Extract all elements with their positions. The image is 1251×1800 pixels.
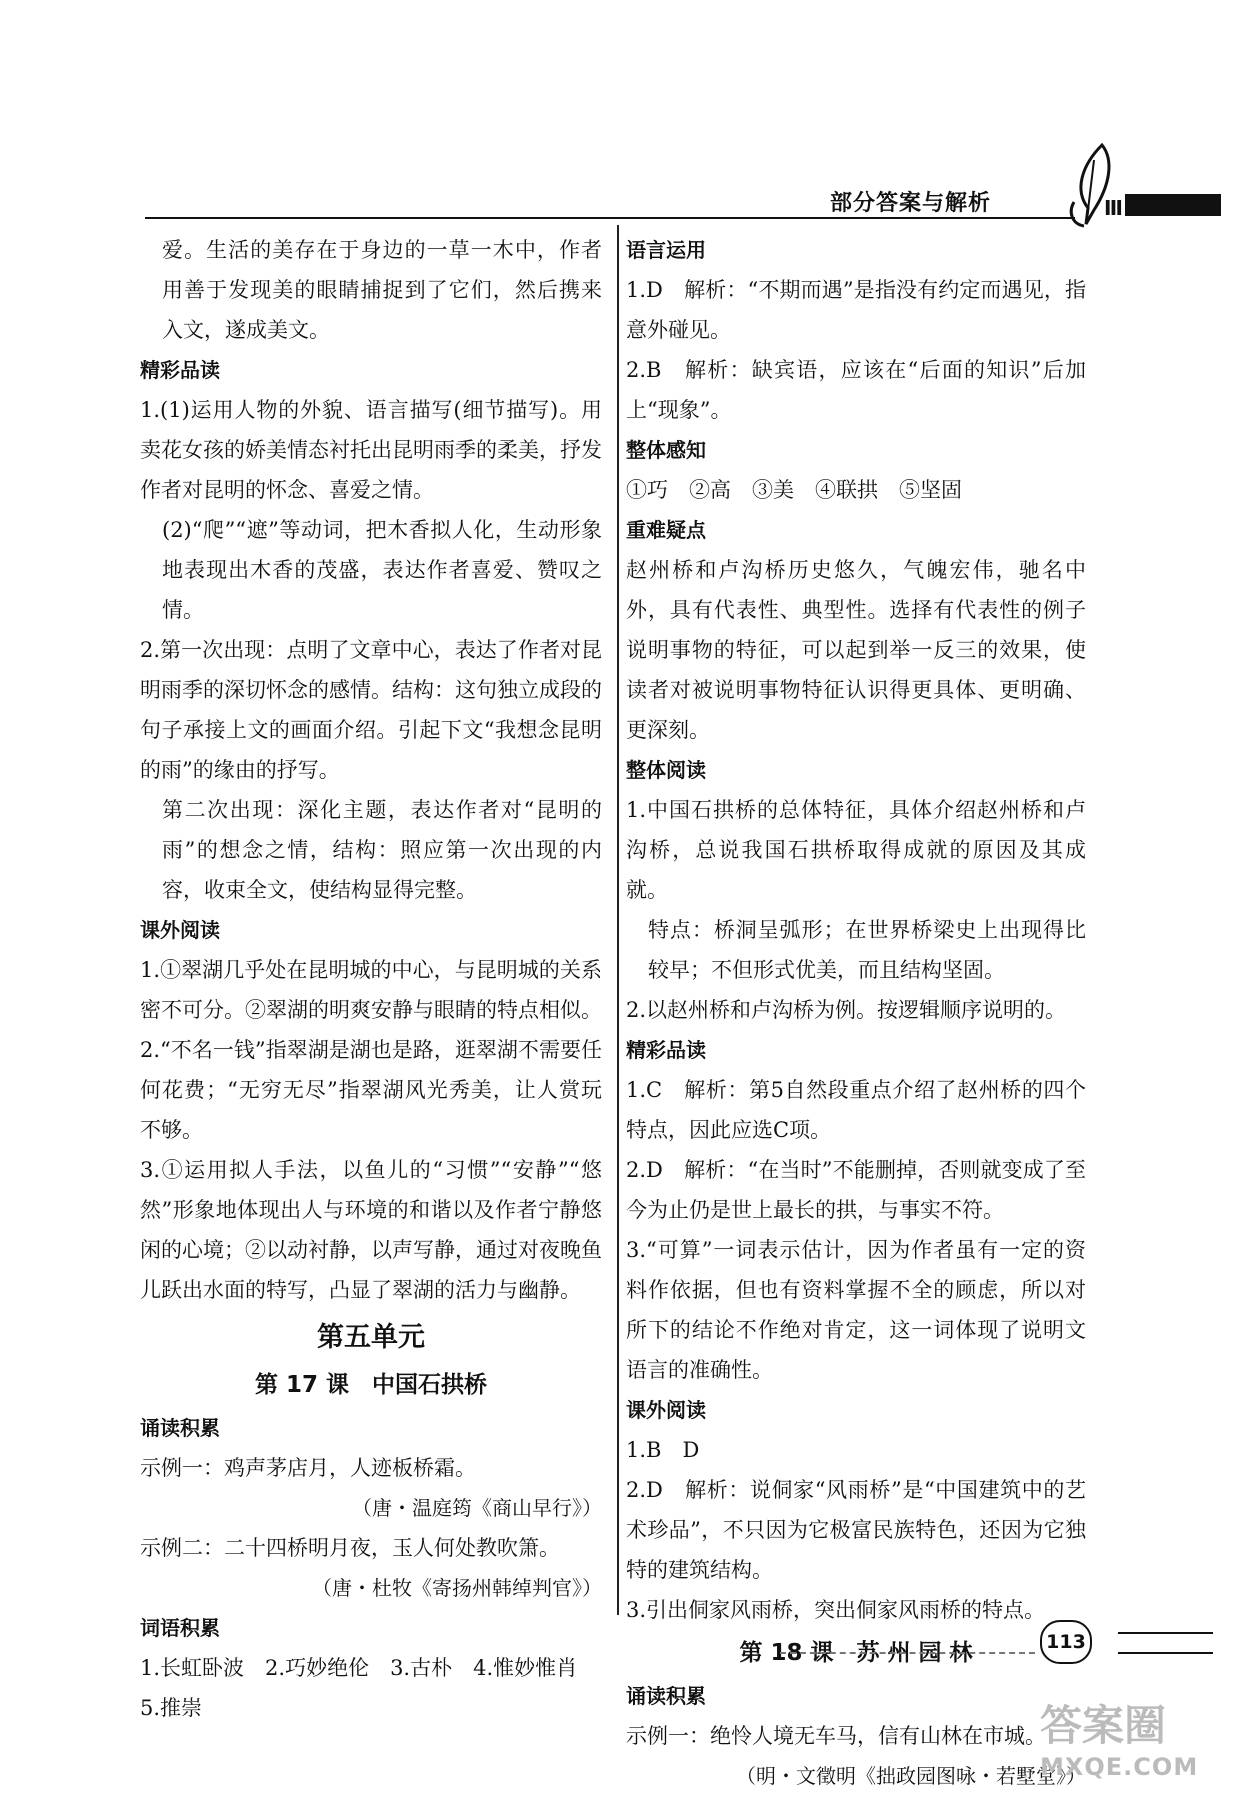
left-column <box>140 230 602 1728</box>
section-heading: 语言运用 <box>626 238 706 262</box>
answer-item: 1.B D <box>626 1438 700 1462</box>
section-heading: 整体感知 <box>626 438 706 462</box>
lesson-title: 第 17 课 中国石拱桥 <box>254 1372 488 1398</box>
example-text: 示例一：鸡声茅店月，人迹板桥霜。 <box>140 1456 476 1480</box>
header-bar <box>1125 194 1221 216</box>
unit-title: 第五单元 <box>317 1322 425 1353</box>
word-list: 1.长虹卧波 2.巧妙绝伦 3.古朴 4.惟妙惟肖 <box>140 1656 578 1680</box>
answer-item: 特点：桥洞呈弧形；在世界桥梁史上出现得比较早；不但形式优美，而且结构坚固。 <box>648 918 1086 982</box>
example-text: 示例二：二十四桥明月夜，玉人何处教吹箫。 <box>140 1536 560 1560</box>
answer-item: 1.D 解析：“不期而遇”是指没有约定而遇见，指意外碰见。 <box>626 278 1086 342</box>
example-source: （明・文徵明《拙政园图咏・若墅堂》） <box>736 1764 1086 1788</box>
answer-item: 3.①运用拟人手法，以鱼儿的“习惯”“安静”“悠然”形象地体现出人与环境的和谐以及作者宁静悠闲的心境；②以动衬静，以声写静，通过对夜晚鱼儿跃出水面的特写，凸显了翠湖的活力与幽静。 <box>140 1158 602 1302</box>
header-title: 部分答案与解析 <box>830 191 992 216</box>
section-heading: 精彩品读 <box>140 358 220 382</box>
answer-item: 2.D 解析：说侗家“风雨桥”是“中国建筑中的艺术珍品”，不只因为它极富民族特色，还因为它独特的建筑结构。 <box>626 1478 1086 1582</box>
section-heading: 整体阅读 <box>626 758 706 782</box>
answer-item: 1.(1)运用人物的外貌、语言描写(细节描写)。用卖花女孩的娇美情态衬托出昆明雨季的柔美，抒发作者对昆明的怀念、喜爱之情。 <box>140 398 602 502</box>
section-heading: 词语积累 <box>140 1616 220 1640</box>
answer-item: 2.第一次出现：点明了文章中心，表达了作者对昆明雨季的深切怀念的感情。结构：这句独立成段的句子承接上文的画面介绍。引起下文“我想念昆明的雨”的缘由的抒写。 <box>140 638 602 782</box>
right-column <box>626 230 1086 1796</box>
section-heading: 重难疑点 <box>626 518 706 542</box>
section-heading: 诵读积累 <box>626 1684 706 1708</box>
section-heading: 课外阅读 <box>140 918 220 942</box>
watermark-url: MXQE.COM <box>1040 1753 1199 1781</box>
lesson-title: 第 18 课 苏 州 园 林 <box>739 1640 973 1666</box>
page-number: 113 <box>1040 1620 1092 1664</box>
section-heading: 课外阅读 <box>626 1398 706 1422</box>
answer-item: 3.引出侗家风雨桥，突出侗家风雨桥的特点。 <box>626 1598 1046 1622</box>
column-divider <box>617 225 619 1615</box>
answer-item: 第二次出现：深化主题，表达作者对“昆明的雨”的想念之情，结构：照应第一次出现的内容，收束全文，使结构显得完整。 <box>162 798 602 902</box>
answer-item: 2.D 解析：“在当时”不能删掉，否则就变成了至今为止仍是世上最长的拱，与事实不符。 <box>626 1158 1086 1222</box>
answer-item: 2.B 解析：缺宾语，应该在“后面的知识”后加上“现象”。 <box>626 358 1086 422</box>
section-heading: 诵读积累 <box>140 1416 220 1440</box>
word-list: 5.推崇 <box>140 1696 203 1720</box>
answer-item: 2.以赵州桥和卢沟桥为例。按逻辑顺序说明的。 <box>626 998 1067 1022</box>
footer-rule <box>1118 1632 1213 1654</box>
answer-item: 1.①翠湖几乎处在昆明城的中心，与昆明城的关系密不可分。②翠湖的明爽安静与眼睛的特点相似。 <box>140 958 602 1022</box>
answer-item: 1.C 解析：第5自然段重点介绍了赵州桥的四个特点，因此应选C项。 <box>626 1078 1086 1142</box>
intro-text: 爱。生活的美存在于身边的一草一木中，作者用善于发现美的眼睛捕捉到了它们，然后携来入文，遂成美文。 <box>162 238 602 342</box>
section-heading: 精彩品读 <box>626 1038 706 1062</box>
example-source: （唐・温庭筠《商山早行》） <box>352 1496 602 1520</box>
answer-item: 2.“不名一钱”指翠湖是湖也是路，逛翠湖不需要任何花费；“无穷无尽”指翠湖风光秀美，让人赏玩不够。 <box>140 1038 602 1142</box>
answer-item: 1.中国石拱桥的总体特征，具体介绍赵州桥和卢沟桥，总说我国石拱桥取得成就的原因及其成就。 <box>626 798 1086 902</box>
watermark-text: 答案圈 <box>1040 1701 1167 1750</box>
answer-item: ①巧 ②高 ③美 ④联拱 ⑤坚固 <box>626 478 962 502</box>
header-marks: Ⅲ <box>1104 196 1123 220</box>
example-source: （唐・杜牧《寄扬州韩绰判官》） <box>312 1576 602 1600</box>
footer-dotted-rule <box>780 1652 1035 1654</box>
watermark-logo <box>1040 1700 1245 1792</box>
answer-item: (2)“爬”“遮”等动词，把木香拟人化，生动形象地表现出木香的茂盛，表达作者喜爱、赞叹之情。 <box>162 518 602 622</box>
header-rule <box>145 217 1075 219</box>
answer-item: 3.“可算”一词表示估计，因为作者虽有一定的资料作依据，但也有资料掌握不全的顾虑，所以对所下的结论不作绝对肯定，这一词体现了说明文语言的准确性。 <box>626 1238 1086 1382</box>
example-text: 示例一：绝怜人境无车马，信有山林在市城。 <box>626 1724 1046 1748</box>
answer-item: 赵州桥和卢沟桥历史悠久，气魄宏伟，驰名中外，具有代表性、典型性。选择有代表性的例子说明事物的特征，可以起到举一反三的效果，使读者对被说明事物特征认识得更具体、更明确、更深刻。 <box>626 558 1086 742</box>
